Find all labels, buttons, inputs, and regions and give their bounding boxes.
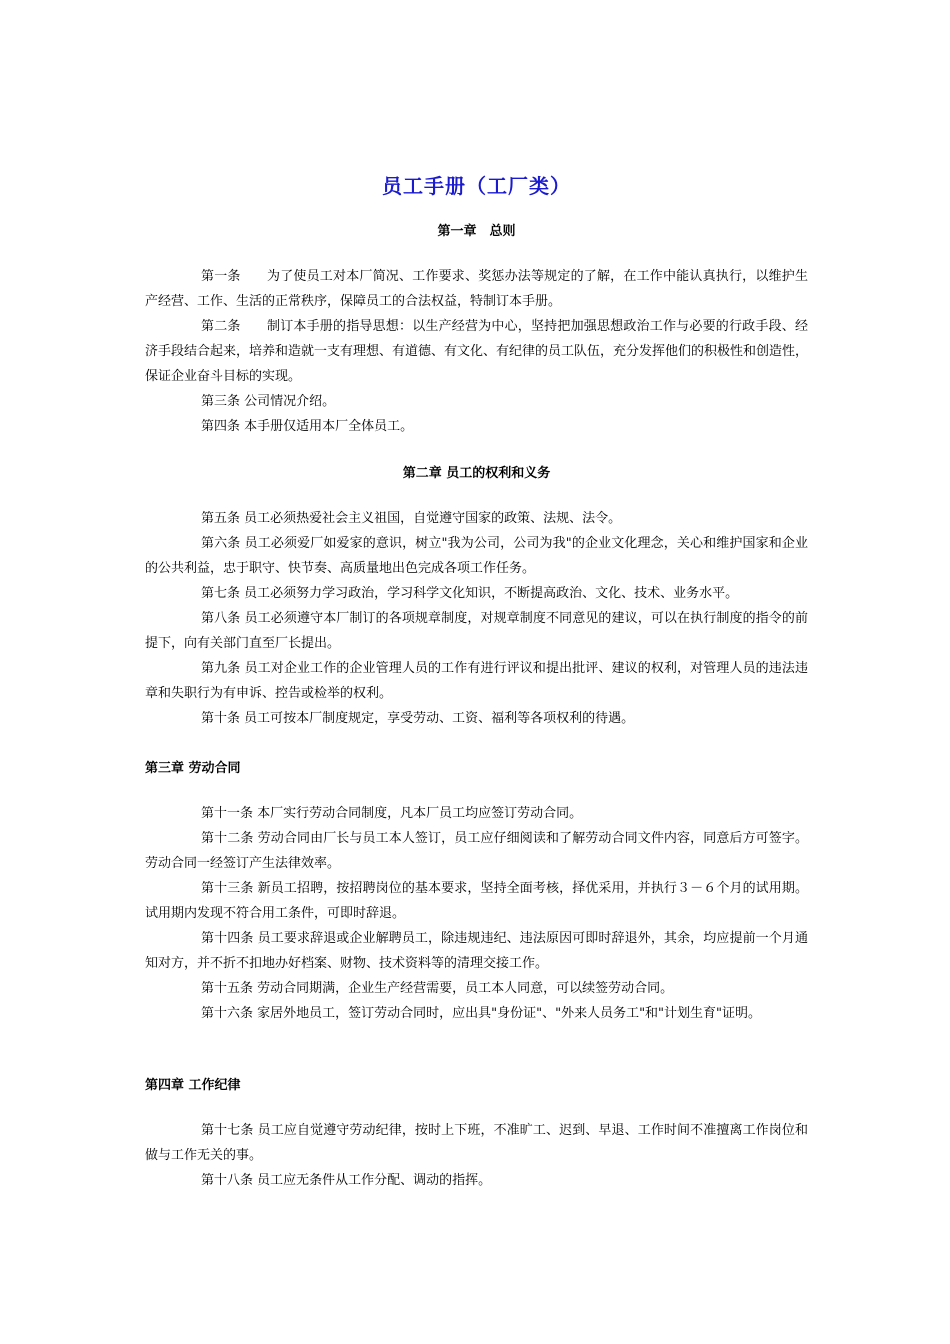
article-number: 第十四条	[201, 931, 258, 946]
document-title: 员工手册（工厂类）	[382, 174, 571, 198]
article-number: 第三条	[201, 394, 245, 409]
article	[145, 506, 808, 531]
article	[145, 1118, 808, 1168]
article-text: 员工必须爱厂如爱家的意识，树立"我为公司，公司为我"的企业文化理念，关心和维护国家和企业的公共利益，忠于职守、快节奏、高质量地出色完成各项工作任务。	[145, 536, 808, 576]
article	[145, 314, 808, 389]
article-text: 劳动合同由厂长与员工本人签订，员工应仔细阅读和了解劳动合同文件内容，同意后方可签字。劳动合同一经签订产生法律效率。	[145, 831, 808, 871]
article-text: 员工对企业工作的企业管理人员的工作有进行评议和提出批评、建议的权利，对管理人员的违法违章和失职行为有申诉、控告或检举的权利。	[145, 661, 808, 701]
article	[145, 826, 808, 876]
chapter-3	[145, 757, 808, 1026]
chapter-heading: 第二章 员工的权利和义务	[402, 466, 551, 481]
article-number: 第四条	[201, 419, 245, 434]
article-number: 第十一条	[201, 806, 258, 821]
article-number: 第七条	[201, 586, 245, 601]
chapter-heading: 第三章 劳动合同	[145, 761, 241, 776]
article-number: 第一条	[201, 269, 267, 284]
article-text: 家居外地员工，签订劳动合同时，应出具"身份证"、"外来人员务工"和"计划生育"证明。	[257, 1006, 762, 1021]
article-text: 本厂实行劳动合同制度，凡本厂员工均应签订劳动合同。	[257, 806, 583, 821]
article-number: 第十七条	[201, 1123, 258, 1138]
article	[145, 976, 808, 1001]
article-number: 第十三条	[201, 881, 258, 896]
article	[145, 706, 808, 731]
article-number: 第十条	[201, 711, 245, 726]
article-number: 第二条	[201, 319, 267, 334]
article-number: 第六条	[201, 536, 245, 551]
chapter-1	[145, 220, 808, 439]
article	[145, 531, 808, 581]
article	[145, 581, 808, 606]
article-number: 第九条	[201, 661, 245, 676]
article-text: 制订本手册的指导思想：以生产经营为中心，坚持把加强思想政治工作与必要的行政手段、经济手段结合起来，培养和造就一支有理想、有道德、有文化、有纪律的员工队伍，充分发挥他们的积极性和创造性，保证企业奋斗目标的实现。	[145, 319, 809, 384]
article-text: 员工必须遵守本厂制订的各项规章制度，对规章制度不同意见的建议，可以在执行制度的指令的前提下，向有关部门直至厂长提出。	[145, 611, 808, 651]
article-text: 员工应无条件从工作分配、调动的指挥。	[257, 1173, 492, 1188]
article-text: 公司情况介绍。	[244, 394, 336, 409]
chapter-heading: 第一章 总则	[437, 224, 516, 239]
chapter-heading: 第四章 工作纪律	[145, 1078, 241, 1093]
article-text: 员工要求辞退或企业解聘员工，除违规违纪、违法原因可即时辞退外，其余，均应提前一个月通知对方，并不折不扣地办好档案、财物、技术资料等的清理交接工作。	[145, 931, 808, 971]
article-text: 员工必须热爱社会主义祖国，自觉遵守国家的政策、法规、法令。	[244, 511, 622, 526]
article-text: 员工可按本厂制度规定，享受劳动、工资、福利等各项权利的待遇。	[244, 711, 635, 726]
article-text: 本手册仅适用本厂全体员工。	[244, 419, 414, 434]
article-text: 为了使员工对本厂简况、工作要求、奖惩办法等规定的了解，在工作中能认真执行，以维护生产经营、工作、生活的正常秩序，保障员工的合法权益，特制订本手册。	[145, 269, 808, 309]
article-number: 第八条	[201, 611, 245, 626]
article-number: 第五条	[201, 511, 245, 526]
article-number: 第十五条	[201, 981, 258, 996]
article-text: 新员工招聘，按招聘岗位的基本要求，坚持全面考核，择优采用，并执行３－６个月的试用期。试用期内发现不符合用工条件，可即时辞退。	[145, 881, 808, 921]
article-text: 劳动合同期满，企业生产经营需要，员工本人同意，可以续签劳动合同。	[257, 981, 674, 996]
article	[145, 264, 808, 314]
article	[145, 656, 808, 706]
chapter-4	[145, 1074, 808, 1193]
article-text: 员工必须努力学习政治，学习科学文化知识，不断提高政治、文化、技术、业务水平。	[244, 586, 739, 601]
article	[145, 926, 808, 976]
article	[145, 801, 808, 826]
chapter-2	[145, 462, 808, 731]
article	[145, 606, 808, 656]
article-number: 第十二条	[201, 831, 258, 846]
article	[145, 389, 808, 414]
article	[145, 414, 808, 439]
article	[145, 876, 808, 926]
article	[145, 1001, 808, 1026]
article-text: 员工应自觉遵守劳动纪律，按时上下班，不准旷工、迟到、早退、工作时间不准擅离工作岗位和做与工作无关的事。	[145, 1123, 808, 1163]
article-number: 第十八条	[201, 1173, 258, 1188]
article	[145, 1168, 808, 1193]
article-number: 第十六条	[201, 1006, 258, 1021]
